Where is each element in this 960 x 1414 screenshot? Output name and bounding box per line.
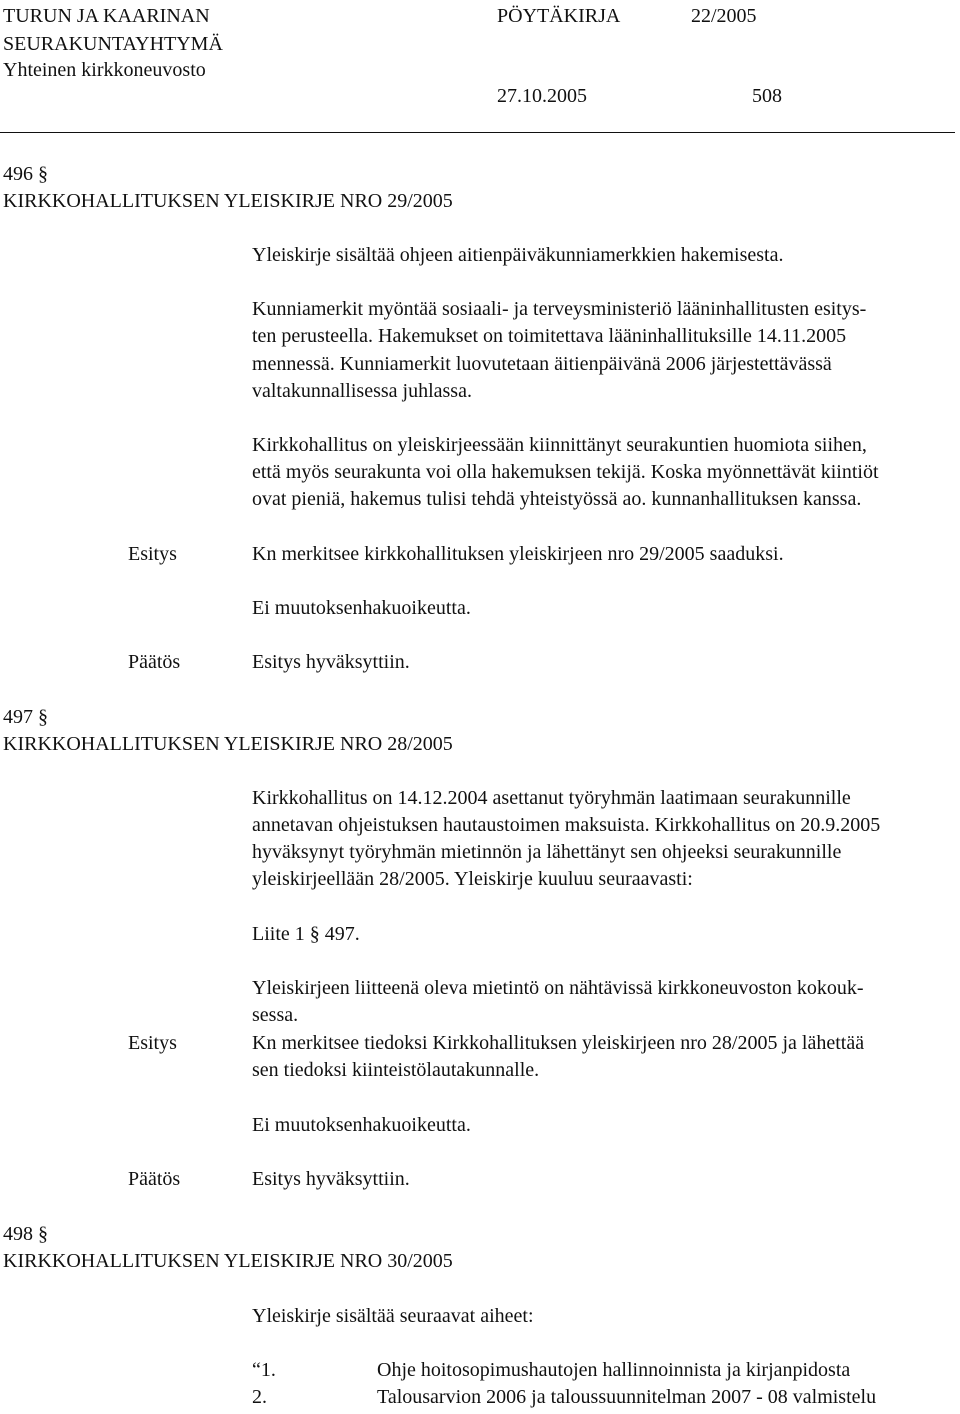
text-line: mennessä. Kunniamerkit luovutetaan äitienpäivänä 2006 järjestettävässä	[252, 353, 832, 375]
text-line: annetavan ohjeistuksen hautaustoimen maksuista. Kirkkohallitus on 20.9.2005	[252, 814, 881, 836]
text-line: Yleiskirje sisältää ohjeen aitienpäiväkunniamerkkien hakemisesta.	[252, 244, 784, 266]
doc-number: 22/2005	[691, 5, 757, 27]
text-line: ten perusteella. Hakemukset on toimitettava lääninhallituksille 14.11.2005	[252, 325, 847, 347]
list-item-text: Ohje hoitosopimushautojen hallinnoinnista ja kirjanpidosta	[377, 1359, 851, 1381]
page-number: 508	[752, 85, 782, 107]
doc-type: PÖYTÄKIRJA	[497, 5, 621, 27]
text-line: Kunniamerkit myöntää sosiaali- ja terveysministeriö lääninhallitusten esitys-	[252, 298, 867, 320]
text-line: Yleiskirjeen liitteenä oleva mietintö on nähtävissä kirkkoneuvoston kokouk-	[252, 977, 864, 999]
paatos-text: Esitys hyväksyttiin.	[252, 651, 410, 673]
section-number: 498 §	[3, 1223, 48, 1245]
paatos-label: Päätös	[128, 1168, 181, 1190]
section-title: KIRKKOHALLITUKSEN YLEISKIRJE NRO 28/2005	[3, 733, 453, 755]
text-line: valtakunnallisessa juhlassa.	[252, 380, 472, 402]
section-title: KIRKKOHALLITUKSEN YLEISKIRJE NRO 29/2005	[3, 190, 453, 212]
no-appeal-note: Ei muutoksenhakuoikeutta.	[252, 1114, 471, 1136]
org-name: TURUN JA KAARINAN	[3, 5, 210, 27]
list-item-text: Talousarvion 2006 ja taloussuunnitelman 2007 - 08 valmistelu	[377, 1386, 877, 1408]
header-rule	[0, 132, 955, 133]
paatos-text: Esitys hyväksyttiin.	[252, 1168, 410, 1190]
text-line: Kirkkohallitus on yleiskirjeessään kiinnittänyt seurakuntien huomiota siihen,	[252, 434, 867, 456]
text-line: yleiskirjeellään 28/2005. Yleiskirje kuuluu seuraavasti:	[252, 868, 693, 890]
section-number: 496 §	[3, 163, 48, 185]
attachment-ref: Liite 1 § 497.	[252, 923, 360, 945]
list-item-number: 2.	[252, 1386, 267, 1408]
text-line: hyväksynyt työryhmän mietinnön ja lähettänyt sen ohjeeksi seurakunnille	[252, 841, 842, 863]
section-title: KIRKKOHALLITUKSEN YLEISKIRJE NRO 30/2005	[3, 1250, 453, 1272]
org-unit: SEURAKUNTAYHTYMÄ	[3, 33, 223, 55]
text-line: Kirkkohallitus on 14.12.2004 asettanut työryhmän laatimaan seurakunnille	[252, 787, 851, 809]
esitys-text: Kn merkitsee kirkkohallituksen yleiskirjeen nro 29/2005 saaduksi.	[252, 543, 784, 565]
meeting-date: 27.10.2005	[497, 85, 587, 107]
org-body: Yhteinen kirkkoneuvosto	[3, 59, 206, 81]
paatos-label: Päätös	[128, 651, 181, 673]
text-line: että myös seurakunta voi olla hakemuksen tekijä. Koska myönnettävät kiintiöt	[252, 461, 879, 483]
esitys-text: sen tiedoksi kiinteistölautakunnalle.	[252, 1059, 540, 1081]
esitys-label: Esitys	[128, 1032, 177, 1054]
text-line: ovat pieniä, hakemus tulisi tehdä yhteistyössä ao. kunnanhallituksen kanssa.	[252, 488, 862, 510]
no-appeal-note: Ei muutoksenhakuoikeutta.	[252, 597, 471, 619]
list-item-number: “1.	[252, 1359, 276, 1381]
esitys-label: Esitys	[128, 543, 177, 565]
section-number: 497 §	[3, 706, 48, 728]
esitys-text: Kn merkitsee tiedoksi Kirkkohallituksen yleiskirjeen nro 28/2005 ja lähettää	[252, 1032, 865, 1054]
text-line: sessa.	[252, 1004, 299, 1026]
intro-text: Yleiskirje sisältää seuraavat aiheet:	[252, 1305, 534, 1327]
